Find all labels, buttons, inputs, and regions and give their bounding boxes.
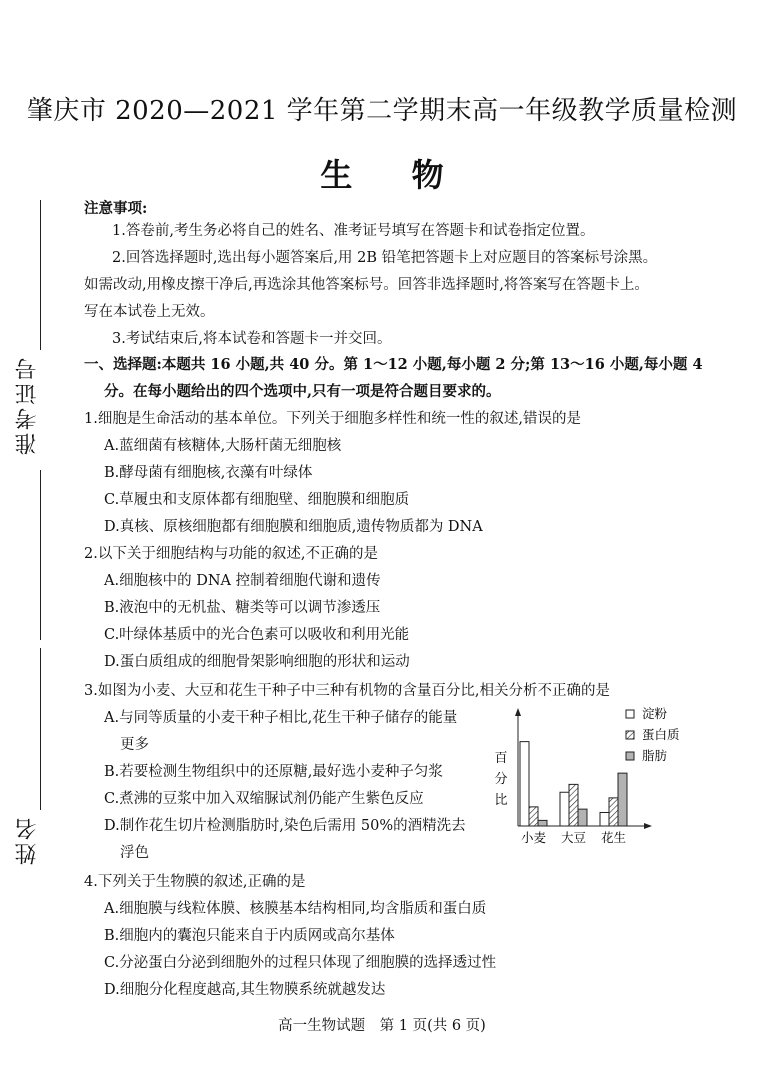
page-footer: 高一生物试题 第 1 页(共 6 页) bbox=[278, 1018, 486, 1034]
q2-option-d: D.蛋白质组成的细胞骨架影响细胞的形状和运动 bbox=[104, 654, 410, 670]
legend-label-淀粉: 淀粉 bbox=[642, 706, 668, 721]
bar-脂肪-花生 bbox=[618, 773, 627, 826]
exam-title: 肇庆市 2020—2021 学年第二学期末高一年级教学质量检测 bbox=[26, 96, 738, 126]
q1-option-d: D.真核、原核细胞都有细胞膜和细胞质,遗传物质都为 DNA bbox=[104, 519, 483, 535]
admission-number-label: 准考证号 bbox=[15, 355, 40, 455]
legend-swatch-脂肪 bbox=[626, 752, 634, 760]
bar-淀粉-小麦 bbox=[520, 742, 529, 826]
section-heading-line-1: 一、选择题:本题共 16 小题,共 40 分。第 1～12 小题,每小题 2 分;第 13～16 小题,每小题 4 bbox=[84, 356, 703, 373]
binding-line-middle bbox=[40, 470, 41, 640]
bar-淀粉-花生 bbox=[600, 813, 609, 827]
q3-option-a-line-2: 更多 bbox=[120, 737, 149, 753]
notice-item-2-line-1: 2.回答选择题时,选出每小题答案后,用 2B 铅笔把答题卡上对应题目的答案标号涂黑。 bbox=[112, 250, 658, 266]
q1-option-c: C.草履虫和支原体都有细胞壁、细胞膜和细胞质 bbox=[104, 492, 410, 508]
notice-heading: 注意事项: bbox=[84, 200, 148, 217]
bar-脂肪-大豆 bbox=[578, 809, 587, 826]
notice-item-2-line-2: 如需改动,用橡皮擦干净后,再选涂其他答案标号。回答非选择题时,将答案写在答题卡上。 bbox=[84, 277, 649, 293]
legend-label-脂肪: 脂肪 bbox=[642, 748, 668, 763]
q4-stem: 4.下列关于生物膜的叙述,正确的是 bbox=[84, 874, 306, 890]
bar-蛋白质-小麦 bbox=[529, 807, 538, 826]
y-axis-label-char: 分 bbox=[494, 772, 508, 787]
q1-option-b: B.酵母菌有细胞核,衣藻有叶绿体 bbox=[104, 465, 313, 481]
q3-option-b: B.若要检测生物组织中的还原糖,最好选小麦种子匀浆 bbox=[104, 764, 443, 780]
q4-option-a: A.细胞膜与线粒体膜、核膜基本结构相同,均含脂质和蛋白质 bbox=[104, 901, 487, 917]
x-axis-arrow bbox=[644, 823, 652, 829]
q3-stem: 3.如图为小麦、大豆和花生干种子中三种有机物的含量百分比,相关分析不正确的是 bbox=[84, 683, 610, 699]
section-heading-line-2: 分。在每小题给出的四个选项中,只有一项是符合题目要求的。 bbox=[104, 383, 501, 400]
x-tick-label: 小麦 bbox=[520, 830, 547, 845]
notice-item-3: 3.考试结束后,将本试卷和答题卡一并交回。 bbox=[112, 331, 392, 347]
x-tick-label: 大豆 bbox=[560, 830, 587, 845]
q2-option-b: B.液泡中的无机盐、糖类等可以调节渗透压 bbox=[104, 600, 381, 616]
x-tick-label: 花生 bbox=[600, 830, 627, 845]
q1-stem: 1.细胞是生命活动的基本单位。下列关于细胞多样性和统一性的叙述,错误的是 bbox=[84, 411, 581, 427]
seed-composition-chart bbox=[490, 700, 680, 850]
bar-蛋白质-大豆 bbox=[569, 784, 578, 826]
bar-蛋白质-花生 bbox=[609, 798, 618, 826]
q3-option-d-line-1: D.制作花生切片检测脂肪时,染色后需用 50%的酒精洗去 bbox=[104, 818, 466, 834]
subject-title: 生 物 bbox=[320, 156, 468, 194]
q4-option-c: C.分泌蛋白分泌到细胞外的过程只体现了细胞膜的选择透过性 bbox=[104, 955, 497, 971]
bar-淀粉-大豆 bbox=[560, 792, 569, 826]
notice-item-1: 1.答卷前,考生务必将自己的姓名、准考证号填写在答题卡和试卷指定位置。 bbox=[112, 223, 595, 239]
q2-option-a: A.细胞核中的 DNA 控制着细胞代谢和遗传 bbox=[104, 573, 381, 589]
q3-option-c: C.煮沸的豆浆中加入双缩脲试剂仍能产生紫色反应 bbox=[104, 791, 424, 807]
name-label: 姓名 bbox=[15, 815, 40, 865]
legend-swatch-淀粉 bbox=[626, 710, 634, 718]
legend-label-蛋白质: 蛋白质 bbox=[642, 727, 680, 742]
q3-option-a-line-1: A.与同等质量的小麦干种子相比,花生干种子储存的能量 bbox=[104, 710, 458, 726]
bar-脂肪-小麦 bbox=[538, 820, 547, 826]
legend-swatch-蛋白质 bbox=[626, 731, 634, 739]
q2-stem: 2.以下关于细胞结构与功能的叙述,不正确的是 bbox=[84, 546, 378, 562]
y-axis-label-char: 百 bbox=[494, 751, 508, 766]
notice-item-2-line-3: 写在本试卷上无效。 bbox=[84, 304, 215, 320]
y-axis-arrow bbox=[515, 708, 521, 716]
q2-option-c: C.叶绿体基质中的光合色素可以吸收和利用光能 bbox=[104, 627, 410, 643]
y-axis-label-char: 比 bbox=[494, 793, 508, 808]
q3-option-d-line-2: 浮色 bbox=[120, 845, 149, 861]
q1-option-a: A.蓝细菌有核糖体,大肠杆菌无细胞核 bbox=[104, 438, 342, 454]
q4-option-d: D.细胞分化程度越高,其生物膜系统就越发达 bbox=[104, 982, 386, 998]
q4-option-b: B.细胞内的囊泡只能来自于内质网或高尔基体 bbox=[104, 928, 395, 944]
binding-line-lower bbox=[40, 648, 41, 810]
binding-line-top bbox=[40, 200, 41, 350]
